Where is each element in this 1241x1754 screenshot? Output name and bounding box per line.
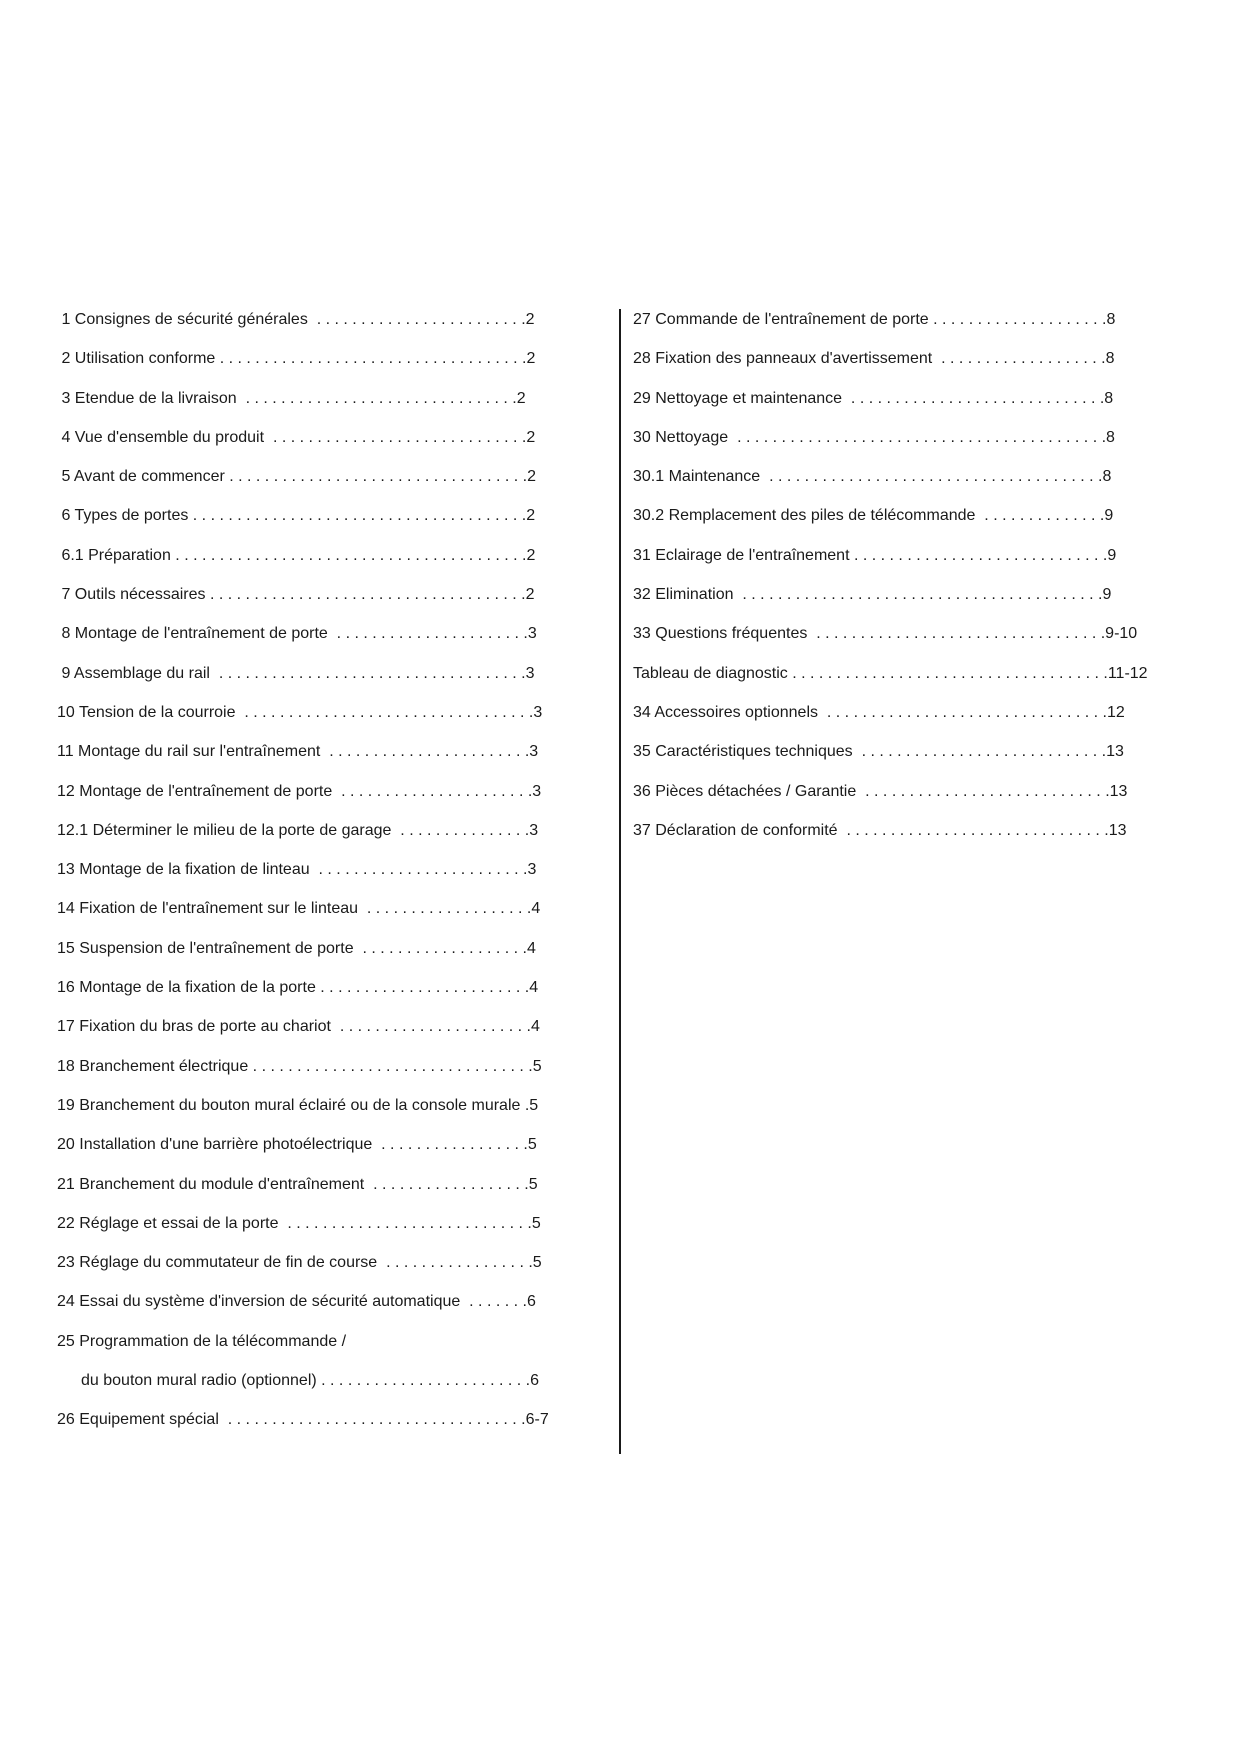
toc-entry: 29 Nettoyage et maintenance . . . . . . . . . . . . . . . . . . . . . . . . . . . . .8: [633, 389, 1114, 407]
column-divider: [619, 309, 621, 1454]
toc-entry: 24 Essai du système d'inversion de sécurité automatique . . . . . . .6: [57, 1293, 536, 1311]
toc-entry: 6 Types de portes . . . . . . . . . . . . . . . . . . . . . . . . . . . . . . . . . . . . . .2: [57, 507, 536, 525]
toc-entry: 30.1 Maintenance . . . . . . . . . . . . . . . . . . . . . . . . . . . . . . . . . . . . . .8: [633, 468, 1112, 486]
toc-entry: 26 Equipement spécial . . . . . . . . . . . . . . . . . . . . . . . . . . . . . . . . . .6-7: [57, 1411, 549, 1429]
toc-entry: 10 Tension de la courroie . . . . . . . . . . . . . . . . . . . . . . . . . . . . . . . . .3: [57, 703, 543, 721]
toc-entry: 12.1 Déterminer le milieu de la porte de garage . . . . . . . . . . . . . . .3: [57, 821, 539, 839]
toc-entry: 15 Suspension de l'entraînement de porte . . . . . . . . . . . . . . . . . . .4: [57, 939, 536, 957]
toc-entry: 12 Montage de l'entraînement de porte . . . . . . . . . . . . . . . . . . . . . .3: [57, 782, 542, 800]
toc-entry: 30 Nettoyage . . . . . . . . . . . . . . . . . . . . . . . . . . . . . . . . . . . . . . . . . .8: [633, 428, 1115, 446]
toc-entry: 27 Commande de l'entraînement de porte . . . . . . . . . . . . . . . . . . . .8: [633, 311, 1116, 328]
toc-entry: 1 Consignes de sécurité générales . . . . . . . . . . . . . . . . . . . . . . . .2: [57, 311, 535, 328]
toc-entry: 3 Etendue de la livraison . . . . . . . . . . . . . . . . . . . . . . . . . . . . . . .2: [57, 389, 526, 407]
toc-entry: 16 Montage de la fixation de la porte . . . . . . . . . . . . . . . . . . . . . . . .4: [57, 979, 539, 997]
toc-entry: 22 Réglage et essai de la porte . . . . . . . . . . . . . . . . . . . . . . . . . . . .5: [57, 1214, 541, 1232]
toc-entry: 21 Branchement du module d'entraînement . . . . . . . . . . . . . . . . . .5: [57, 1175, 538, 1193]
toc-entry: 35 Caractéristiques techniques . . . . . . . . . . . . . . . . . . . . . . . . . . . .13: [633, 743, 1124, 761]
toc-right-column: [633, 300, 1173, 850]
toc-entry: 30.2 Remplacement des piles de télécommande . . . . . . . . . . . . . .9: [633, 507, 1114, 525]
toc-entry: 31 Eclairage de l'entraînement . . . . . . . . . . . . . . . . . . . . . . . . . . . . .9: [633, 546, 1117, 564]
toc-entry: 13 Montage de la fixation de linteau . . . . . . . . . . . . . . . . . . . . . . . .3: [57, 861, 537, 879]
toc-entry: 34 Accessoires optionnels . . . . . . . . . . . . . . . . . . . . . . . . . . . . . . . .12: [633, 703, 1125, 721]
toc-entry: 6.1 Préparation . . . . . . . . . . . . . . . . . . . . . . . . . . . . . . . . . . . . . . . .2: [57, 546, 536, 564]
toc-entry: 18 Branchement électrique . . . . . . . . . . . . . . . . . . . . . . . . . . . . . . . .5: [57, 1057, 542, 1075]
toc-entry-continuation: du bouton mural radio (optionnel) . . . . . . . . . . . . . . . . . . . . . . . .6: [81, 1372, 539, 1390]
toc-entry: 19 Branchement du bouton mural éclairé ou de la console murale .5: [57, 1096, 539, 1114]
toc-entry: 2 Utilisation conforme . . . . . . . . . . . . . . . . . . . . . . . . . . . . . . . . . . .2: [57, 350, 536, 368]
toc-entry: 4 Vue d'ensemble du produit . . . . . . . . . . . . . . . . . . . . . . . . . . . . .2: [57, 428, 536, 446]
toc-entry: 14 Fixation de l'entraînement sur le linteau . . . . . . . . . . . . . . . . . . .4: [57, 900, 541, 918]
toc-entry: 5 Avant de commencer . . . . . . . . . . . . . . . . . . . . . . . . . . . . . . . . . .2: [57, 468, 536, 486]
toc-entry: 25 Programmation de la télécommande /: [57, 1332, 347, 1350]
toc-entry: 20 Installation d'une barrière photoélectrique . . . . . . . . . . . . . . . . .5: [57, 1136, 537, 1154]
toc-entry: 32 Elimination . . . . . . . . . . . . . . . . . . . . . . . . . . . . . . . . . . . . . . . . .9: [633, 586, 1112, 604]
toc-entry: 11 Montage du rail sur l'entraînement . . . . . . . . . . . . . . . . . . . . . . .3: [57, 743, 539, 761]
toc-entry: 37 Déclaration de conformité . . . . . . . . . . . . . . . . . . . . . . . . . . . . . .13: [633, 821, 1127, 839]
toc-entry: 36 Pièces détachées / Garantie . . . . . . . . . . . . . . . . . . . . . . . . . . . .13: [633, 782, 1128, 800]
toc-entry: 7 Outils nécessaires . . . . . . . . . . . . . . . . . . . . . . . . . . . . . . . . . . . .2: [57, 586, 535, 604]
toc-entry: Tableau de diagnostic . . . . . . . . . . . . . . . . . . . . . . . . . . . . . . . . . . . .11-12: [633, 664, 1148, 682]
toc-entry: 8 Montage de l'entraînement de porte . . . . . . . . . . . . . . . . . . . . . .3: [57, 625, 537, 643]
toc-left-column: [57, 300, 573, 1440]
toc-entry: 23 Réglage du commutateur de fin de course . . . . . . . . . . . . . . . . .5: [57, 1254, 542, 1272]
toc-entry: 9 Assemblage du rail . . . . . . . . . . . . . . . . . . . . . . . . . . . . . . . . . . .3: [57, 664, 535, 682]
toc-entry: 28 Fixation des panneaux d'avertissement . . . . . . . . . . . . . . . . . . .8: [633, 350, 1115, 368]
toc-entry: 17 Fixation du bras de porte au chariot . . . . . . . . . . . . . . . . . . . . . .4: [57, 1018, 540, 1036]
toc-entry: 33 Questions fréquentes . . . . . . . . . . . . . . . . . . . . . . . . . . . . . . . . .9-10: [633, 625, 1138, 643]
